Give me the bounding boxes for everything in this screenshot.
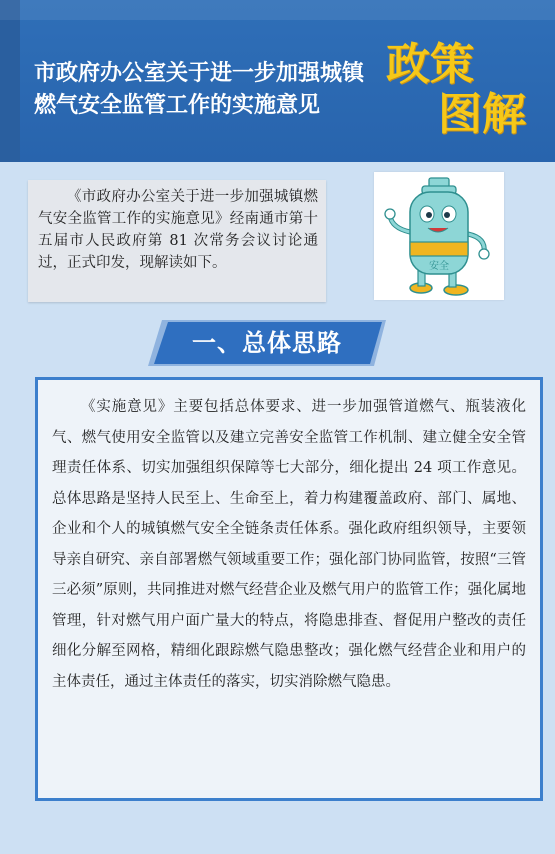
badge-line-1: 政策 [386,39,474,90]
page-title [34,58,374,122]
badge-line-2: 图解 [438,89,526,140]
mascot-body-text: 安全 [429,261,449,272]
title-line-1: 市政府办公室关于进一步加强城镇 [34,61,365,86]
header-banner [0,0,555,162]
title-line-2: 燃气安全监管工作的实施意见 [34,93,321,118]
content-text: 《实施意见》主要包括总体要求、进一步加强管道燃气、瓶装液化气、燃气使用安全监管以及建立完善安全监管工作机制、建立健全安全管理责任体系、切实加强组织保障等七大部分，细化提出 24 项工作意见。总体思路是坚持人民至上、生命至上，着力构建覆盖政府、部门、属地、企业和个人的城镇燃气安全全链条责任体系。强化政府组织领导，主要领导亲自研究、亲自部署燃气领域重要工作；强化部门协同监管，按照“三管三必须”原则，共同推进对燃气经营企业及燃气用户的监管工作；强化属地管理，针对燃气用户面广量大的特点，将隐患排查、督促用户整改的责任细化分解至网格，精细化跟踪燃气隐患整改；强化燃气经营企业和用户的主体责任，通过主体责任的落实，切实消除燃气隐患。 [52,399,526,690]
policy-badge [386,40,546,140]
intro-text: 《市政府办公室关于进一步加强城镇燃气安全监管工作的实施意见》经南通市第十五届市人民政府第 81 次常务会议讨论通过，正式印发，现解读如下。 [38,189,318,271]
gas-cylinder-mascot-icon [374,172,504,300]
mascot-image [374,172,504,300]
section-title: 一、总体思路 [192,329,342,357]
intro-box [28,180,326,302]
section-heading [148,320,386,366]
content-box [35,377,543,801]
